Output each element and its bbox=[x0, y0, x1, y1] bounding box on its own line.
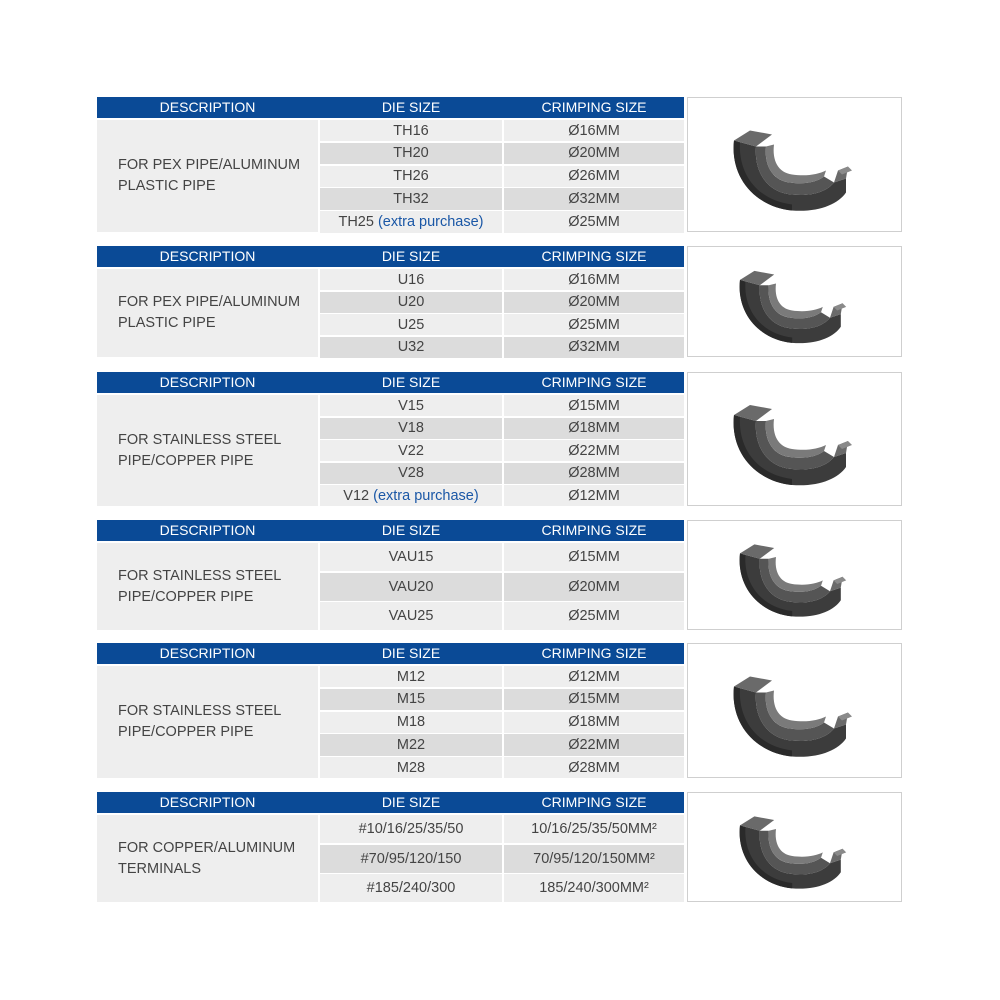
crimping-size-value: Ø25MM bbox=[568, 214, 620, 231]
header-description: DESCRIPTION bbox=[159, 99, 256, 115]
die-size-value: M12 bbox=[396, 668, 426, 685]
crimping-size-cell bbox=[504, 440, 684, 461]
die-size-value: #10/16/25/35/50 bbox=[358, 821, 464, 838]
die-table-block bbox=[97, 520, 902, 630]
table-row bbox=[320, 689, 684, 710]
die-table bbox=[97, 97, 684, 232]
die-table-block bbox=[97, 97, 902, 232]
table-header bbox=[97, 246, 684, 267]
crimping-size-cell bbox=[504, 395, 684, 416]
table-row bbox=[320, 845, 684, 873]
crimping-size-value: Ø28MM bbox=[568, 465, 620, 482]
crimping-size-value: Ø15MM bbox=[568, 549, 620, 566]
table-row bbox=[320, 815, 684, 843]
crimping-size-cell bbox=[504, 463, 684, 484]
crimping-size-value: Ø18MM bbox=[568, 714, 620, 731]
die-size-value: M22 bbox=[396, 737, 426, 754]
die-size-cell bbox=[320, 602, 502, 630]
table-row bbox=[320, 757, 684, 778]
table-row bbox=[320, 337, 684, 358]
table-header bbox=[97, 643, 684, 664]
description-cell bbox=[97, 269, 318, 357]
crimping-size-value: Ø20MM bbox=[568, 578, 620, 595]
table-row bbox=[320, 292, 684, 313]
die-table-block bbox=[97, 643, 902, 778]
crimping-size-value: Ø12MM bbox=[568, 668, 620, 685]
crimp-die-v-icon bbox=[688, 373, 901, 505]
crimping-size-value: Ø32MM bbox=[568, 191, 620, 208]
table-row bbox=[320, 440, 684, 461]
header-crimping-size: CRIMPING SIZE bbox=[541, 99, 647, 115]
die-size-cell bbox=[320, 815, 502, 843]
description-cell bbox=[97, 666, 318, 778]
description-text: FOR STAINLESS STEEL PIPE/COPPER PIPE bbox=[118, 567, 281, 605]
header-description: DESCRIPTION bbox=[159, 522, 256, 538]
table-row bbox=[320, 418, 684, 439]
crimp-die-th-icon bbox=[688, 98, 901, 231]
crimping-size-value: Ø20MM bbox=[568, 145, 620, 162]
crimping-size-cell bbox=[504, 292, 684, 313]
die-size-cell bbox=[320, 757, 502, 778]
table-header bbox=[97, 97, 684, 118]
crimping-size-cell bbox=[504, 188, 684, 209]
crimping-size-cell bbox=[504, 337, 684, 358]
crimping-size-cell bbox=[504, 602, 684, 630]
crimp-die-m-icon bbox=[688, 644, 901, 777]
die-size-value: V18 bbox=[398, 420, 424, 437]
die-size-value: U25 bbox=[397, 316, 425, 333]
table-header bbox=[97, 520, 684, 541]
die-image-box bbox=[687, 372, 902, 506]
crimping-size-value: Ø25MM bbox=[568, 608, 620, 625]
die-size-value: V28 bbox=[398, 465, 424, 482]
header-die-size: DIE SIZE bbox=[381, 645, 441, 661]
crimping-size-cell bbox=[504, 314, 684, 335]
header-crimping-size: CRIMPING SIZE bbox=[541, 522, 647, 538]
die-table bbox=[97, 372, 684, 506]
die-size-cell bbox=[320, 543, 502, 571]
die-table bbox=[97, 520, 684, 630]
die-size-value: U20 bbox=[397, 294, 425, 310]
crimping-size-cell bbox=[504, 143, 684, 164]
die-size-value: TH25 bbox=[338, 214, 374, 231]
header-description: DESCRIPTION bbox=[159, 248, 256, 264]
die-image-box bbox=[687, 792, 902, 902]
crimping-size-value: Ø22MM bbox=[568, 737, 620, 754]
die-size-cell bbox=[320, 188, 502, 209]
description-text: FOR STAINLESS STEEL PIPE/COPPER PIPE bbox=[118, 431, 281, 469]
die-table-block bbox=[97, 792, 902, 902]
die-size-cell bbox=[320, 440, 502, 461]
die-size-cell bbox=[320, 395, 502, 416]
header-description: DESCRIPTION bbox=[159, 794, 256, 810]
die-size-value: #70/95/120/150 bbox=[360, 850, 462, 867]
crimping-size-value: Ø32MM bbox=[568, 339, 620, 355]
table-header bbox=[97, 372, 684, 393]
table-row bbox=[320, 269, 684, 290]
description-text: FOR PEX PIPE/ALUMINUM PLASTIC PIPE bbox=[118, 157, 301, 194]
die-size-value: V15 bbox=[398, 397, 424, 414]
die-size-value: VAU20 bbox=[388, 578, 434, 595]
die-size-value: V12 bbox=[343, 487, 370, 504]
header-die-size: DIE SIZE bbox=[381, 99, 441, 115]
die-size-cell bbox=[320, 845, 502, 873]
crimping-size-cell bbox=[504, 666, 684, 687]
die-size-value: VAU15 bbox=[388, 549, 434, 566]
die-size-value: M18 bbox=[396, 714, 426, 731]
crimping-size-value: Ø15MM bbox=[568, 397, 620, 414]
crimping-size-cell bbox=[504, 757, 684, 778]
die-size-cell bbox=[320, 166, 502, 187]
description-cell bbox=[97, 395, 318, 506]
die-size-value: U16 bbox=[397, 271, 425, 288]
table-row bbox=[320, 463, 684, 484]
description-cell bbox=[97, 543, 318, 630]
table-row bbox=[320, 543, 684, 571]
die-size-value: TH26 bbox=[393, 168, 429, 185]
crimping-size-cell bbox=[504, 166, 684, 187]
header-crimping-size: CRIMPING SIZE bbox=[541, 645, 647, 661]
table-row bbox=[320, 734, 684, 755]
die-size-value: U32 bbox=[397, 339, 425, 355]
crimping-size-value: Ø16MM bbox=[568, 122, 620, 139]
table-row bbox=[320, 573, 684, 601]
crimping-size-value: Ø26MM bbox=[568, 168, 620, 185]
crimping-size-value: Ø12MM bbox=[568, 487, 620, 504]
header-crimping-size: CRIMPING SIZE bbox=[541, 374, 647, 390]
crimp-die-vau-icon bbox=[688, 521, 901, 629]
header-crimping-size: CRIMPING SIZE bbox=[541, 794, 647, 810]
description-text: FOR PEX PIPE/ALUMINUM PLASTIC PIPE bbox=[118, 294, 301, 331]
crimping-size-cell bbox=[504, 712, 684, 733]
die-size-cell bbox=[320, 689, 502, 710]
crimping-size-cell bbox=[504, 815, 684, 843]
die-size-cell bbox=[320, 292, 502, 313]
table-row bbox=[320, 143, 684, 164]
crimp-die-u-icon bbox=[688, 247, 901, 356]
header-die-size: DIE SIZE bbox=[381, 248, 441, 264]
crimping-size-value: Ø28MM bbox=[568, 759, 620, 776]
die-table-block bbox=[97, 372, 902, 506]
die-size-cell bbox=[320, 463, 502, 484]
die-size-value: VAU25 bbox=[388, 608, 434, 625]
die-size-cell bbox=[320, 573, 502, 601]
table-row bbox=[320, 395, 684, 416]
crimp-die-terminal-icon bbox=[688, 793, 901, 901]
header-description: DESCRIPTION bbox=[159, 374, 256, 390]
die-size-cell bbox=[320, 337, 502, 358]
crimping-size-cell bbox=[504, 734, 684, 755]
crimping-size-value: Ø25MM bbox=[568, 316, 620, 333]
description-text: FOR STAINLESS STEEL PIPE/COPPER PIPE bbox=[118, 703, 281, 740]
crimping-size-value: 70/95/120/150MM² bbox=[533, 850, 655, 867]
header-crimping-size: CRIMPING SIZE bbox=[541, 248, 647, 264]
die-table bbox=[97, 792, 684, 902]
crimping-size-cell bbox=[504, 543, 684, 571]
die-size-cell bbox=[320, 143, 502, 164]
die-size-value: TH32 bbox=[393, 191, 429, 208]
die-size-value: M28 bbox=[396, 759, 426, 776]
die-table-block bbox=[97, 246, 902, 357]
table-row bbox=[320, 666, 684, 687]
die-size-value: TH20 bbox=[393, 145, 429, 162]
die-size-cell bbox=[320, 712, 502, 733]
crimping-size-cell bbox=[504, 689, 684, 710]
die-size-cell bbox=[320, 211, 502, 233]
die-size-cell bbox=[320, 418, 502, 439]
die-size-cell bbox=[320, 734, 502, 755]
crimping-size-cell bbox=[504, 874, 684, 902]
crimping-size-cell bbox=[504, 211, 684, 233]
table-header bbox=[97, 792, 684, 813]
table-row bbox=[320, 120, 684, 141]
die-image-box bbox=[687, 97, 902, 232]
extra-purchase-note: (extra purchase) bbox=[373, 487, 479, 504]
die-size-cell bbox=[320, 314, 502, 335]
crimping-size-value: Ø22MM bbox=[568, 442, 620, 459]
die-size-value: V22 bbox=[398, 442, 424, 459]
table-row bbox=[320, 211, 684, 233]
table-row bbox=[320, 314, 684, 335]
crimping-size-value: Ø18MM bbox=[568, 420, 620, 437]
table-row bbox=[320, 188, 684, 209]
table-row bbox=[320, 602, 684, 630]
header-die-size: DIE SIZE bbox=[381, 374, 441, 390]
crimping-size-cell bbox=[504, 120, 684, 141]
description-text: FOR COPPER/ALUMINUM TERMINALS bbox=[118, 839, 296, 877]
die-size-cell bbox=[320, 874, 502, 902]
die-table bbox=[97, 246, 684, 357]
crimping-size-value: Ø20MM bbox=[568, 294, 620, 310]
table-row bbox=[320, 485, 684, 506]
die-size-value: TH16 bbox=[393, 122, 429, 139]
description-cell bbox=[97, 120, 318, 232]
crimping-size-value: 185/240/300MM² bbox=[539, 880, 649, 897]
die-size-value: #185/240/300 bbox=[366, 880, 456, 897]
die-image-box bbox=[687, 520, 902, 630]
die-image-box bbox=[687, 643, 902, 778]
crimping-size-cell bbox=[504, 845, 684, 873]
crimping-size-value: Ø16MM bbox=[568, 271, 620, 288]
die-size-cell bbox=[320, 269, 502, 290]
crimping-size-value: 10/16/25/35/50MM² bbox=[531, 821, 657, 838]
die-size-cell bbox=[320, 120, 502, 141]
table-row bbox=[320, 712, 684, 733]
extra-purchase-note: (extra purchase) bbox=[377, 214, 484, 231]
die-size-cell bbox=[320, 666, 502, 687]
die-size-value: M15 bbox=[396, 691, 426, 708]
table-row bbox=[320, 874, 684, 902]
header-description: DESCRIPTION bbox=[159, 645, 256, 661]
die-table bbox=[97, 643, 684, 778]
header-die-size: DIE SIZE bbox=[381, 522, 441, 538]
crimping-size-cell bbox=[504, 485, 684, 506]
description-cell bbox=[97, 815, 318, 902]
header-die-size: DIE SIZE bbox=[381, 794, 441, 810]
table-row bbox=[320, 166, 684, 187]
crimping-size-value: Ø15MM bbox=[568, 691, 620, 708]
crimping-size-cell bbox=[504, 418, 684, 439]
die-image-box bbox=[687, 246, 902, 357]
crimping-size-cell bbox=[504, 573, 684, 601]
die-size-cell bbox=[320, 485, 502, 506]
crimping-size-cell bbox=[504, 269, 684, 290]
